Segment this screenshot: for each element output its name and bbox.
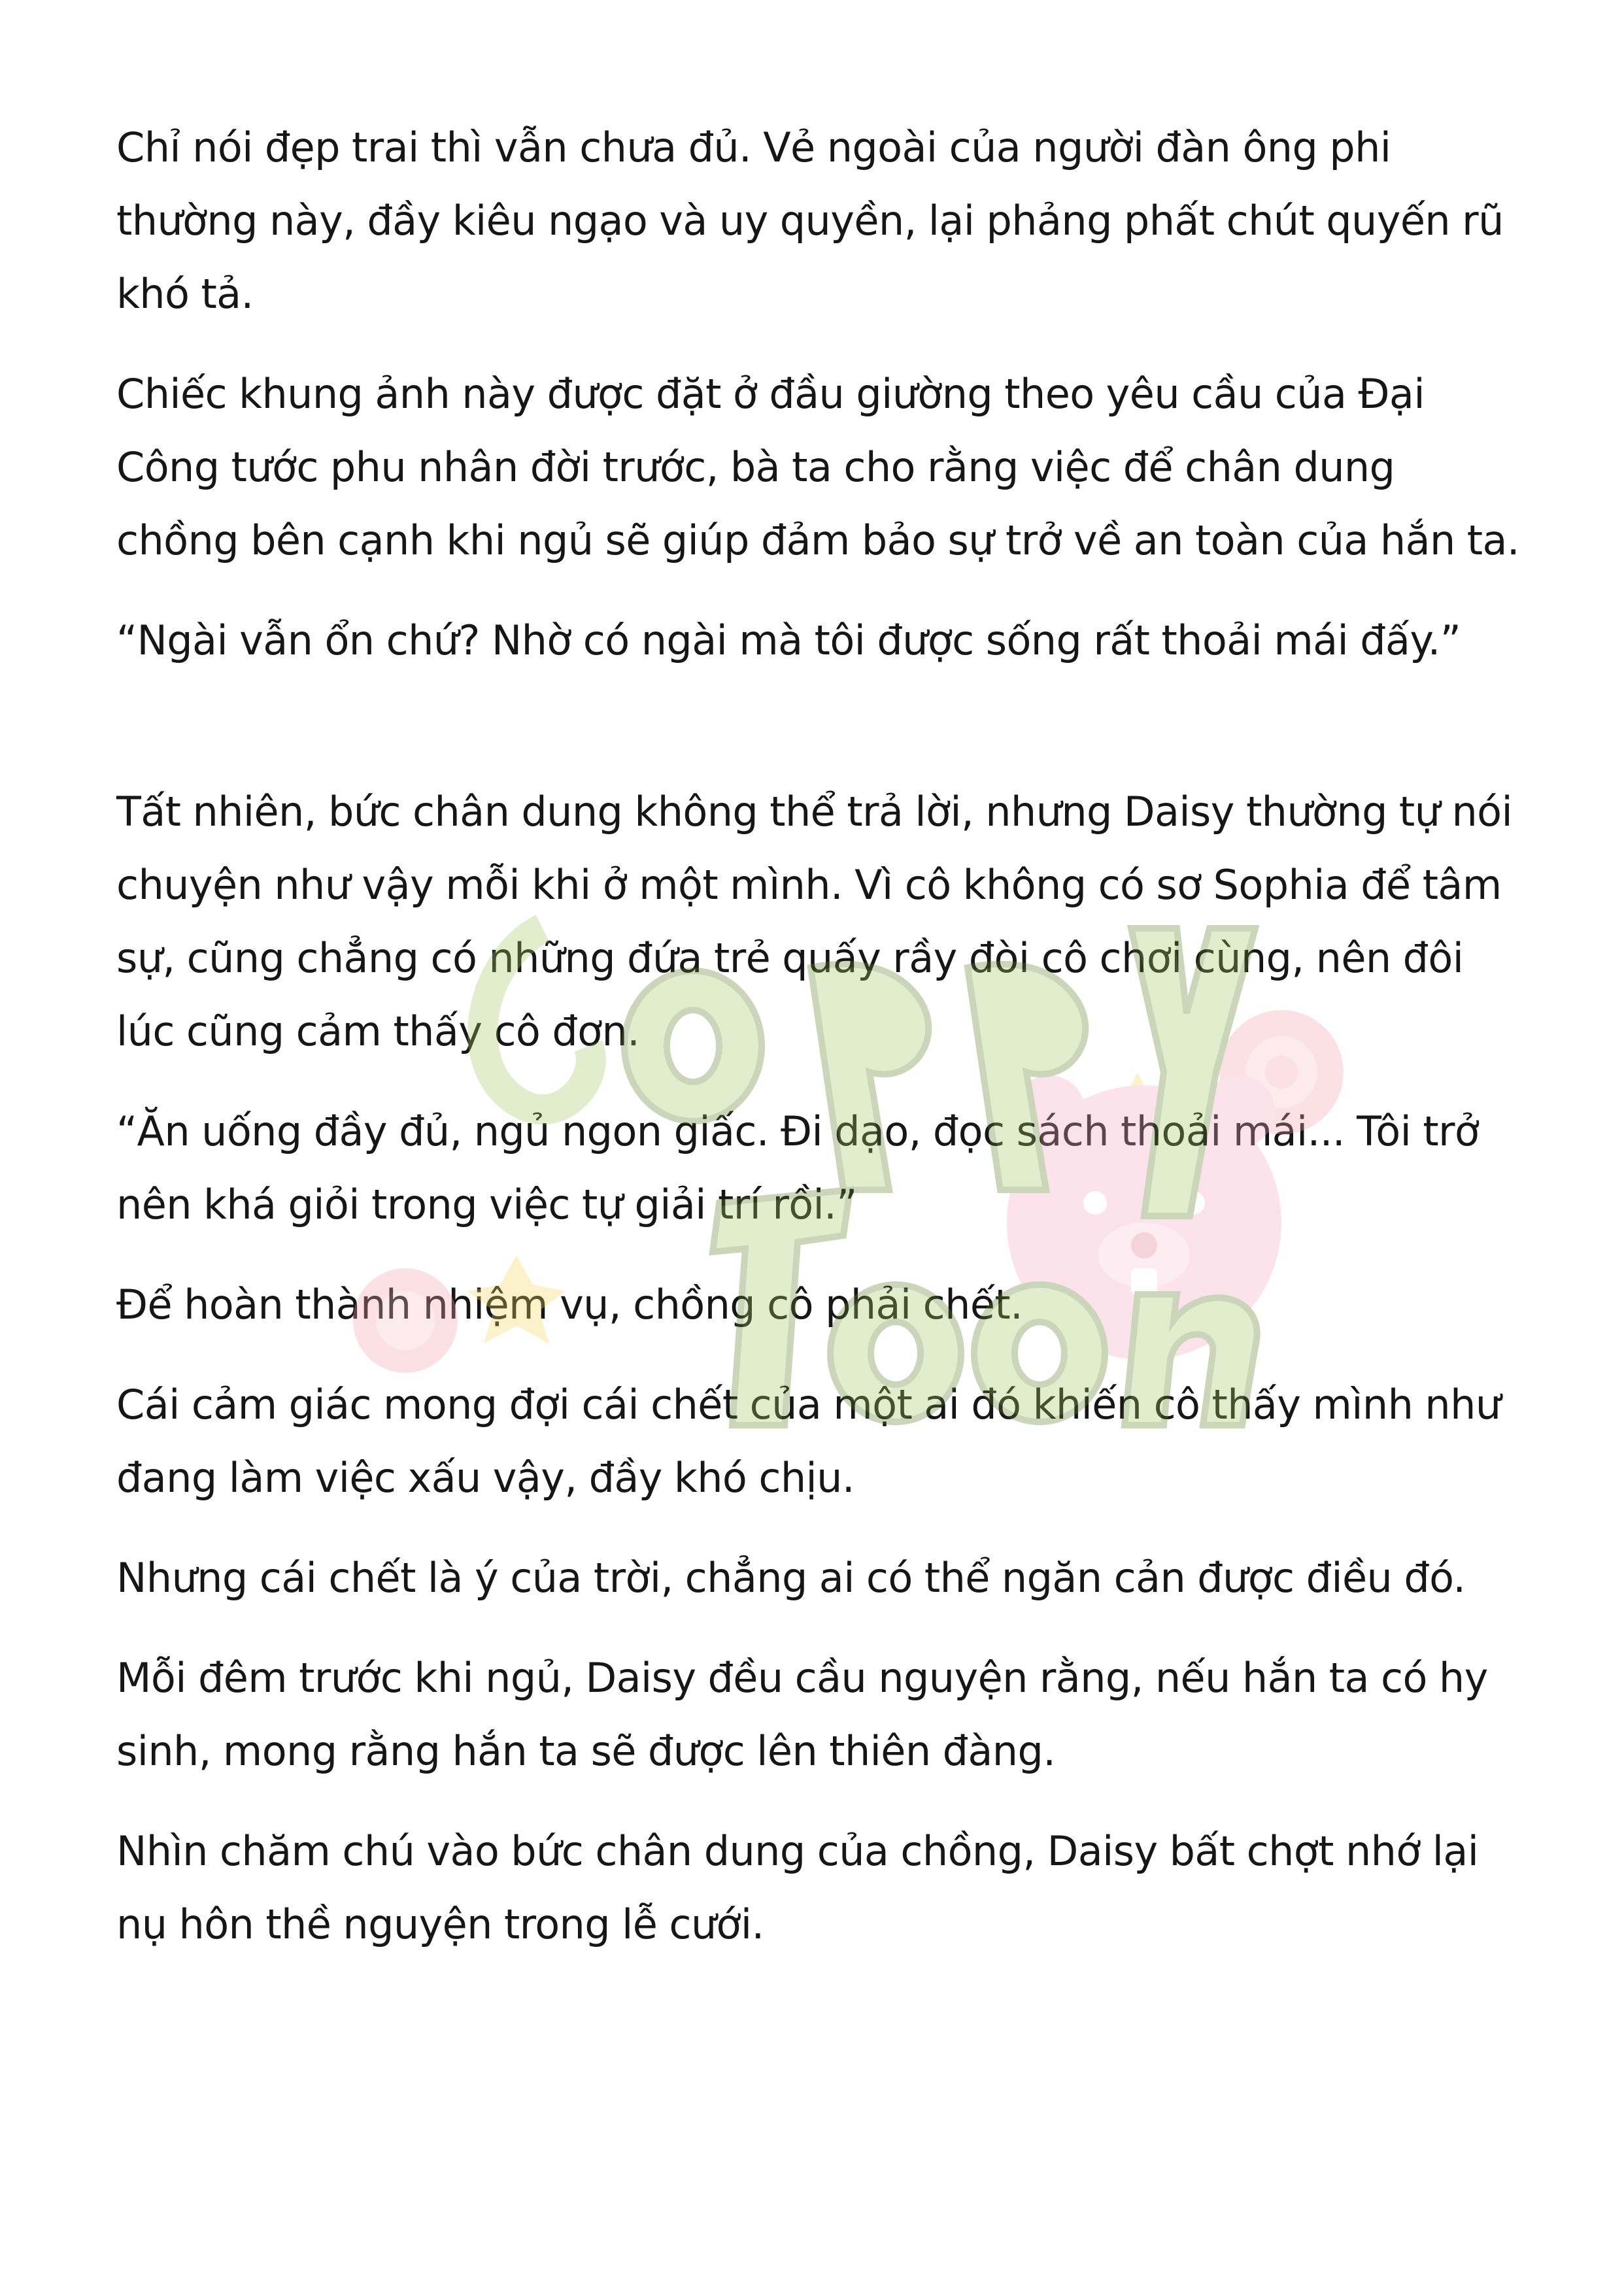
paragraph-8: Nhưng cái chết là ý của trời, chẳng ai có thể ngăn cản được điều đó. xyxy=(116,1554,1466,1602)
paragraph-2: Chiếc khung ảnh này được đặt ở đầu giường theo yêu cầu của Đại Công tước phu nhân đời trước, bà ta cho rằng việc để chân dung chồng bên cạnh khi ngủ sẽ giúp đảm bảo sự trở về an toàn của hắn ta. xyxy=(116,370,1519,564)
paragraph-1: Chỉ nói đẹp trai thì vẫn chưa đủ. Vẻ ngoài của người đàn ông phi thường này, đầy kiêu ngạo và uy quyền, lại phảng phất chút quyến rũ khó tả. xyxy=(116,124,1504,318)
paragraph-7: Cái cảm giác mong đợi cái chết của một ai đó khiến cô thấy mình như đang làm việc xấu vậy, đầy khó chịu. xyxy=(116,1381,1501,1502)
paragraph-5: “Ăn uống đầy đủ, ngủ ngon giấc. Đi dạo, đọc sách thoải mái... Tôi trở nên khá giỏi trong việc tự giải trí rồi.” xyxy=(116,1107,1480,1228)
paragraph-6: Để hoàn thành nhiệm vụ, chồng cô phải chết. xyxy=(116,1281,1023,1328)
document-body xyxy=(116,111,1522,1988)
paragraph-4: Tất nhiên, bức chân dung không thể trả lời, nhưng Daisy thường tự nói chuyện như vậy mỗi khi ở một mình. Vì cô không có sơ Sophia để tâm sự, cũng chẳng có những đứa trẻ quấy rầy đòi cô chơi cùng, nên đôi lúc cũng cảm thấy cô đơn. xyxy=(116,788,1513,1055)
paragraph-9: Mỗi đêm trước khi ngủ, Daisy đều cầu nguyện rằng, nếu hắn ta có hy sinh, mong rằng hắn ta sẽ được lên thiên đàng. xyxy=(116,1654,1488,1775)
paragraph-10: Nhìn chăm chú vào bức chân dung của chồng, Daisy bất chợt nhớ lại nụ hôn thề nguyện trong lễ cưới. xyxy=(116,1827,1479,1948)
paragraph-3: “Ngài vẫn ổn chứ? Nhờ có ngài mà tôi được sống rất thoải mái đấy.” xyxy=(116,616,1461,664)
